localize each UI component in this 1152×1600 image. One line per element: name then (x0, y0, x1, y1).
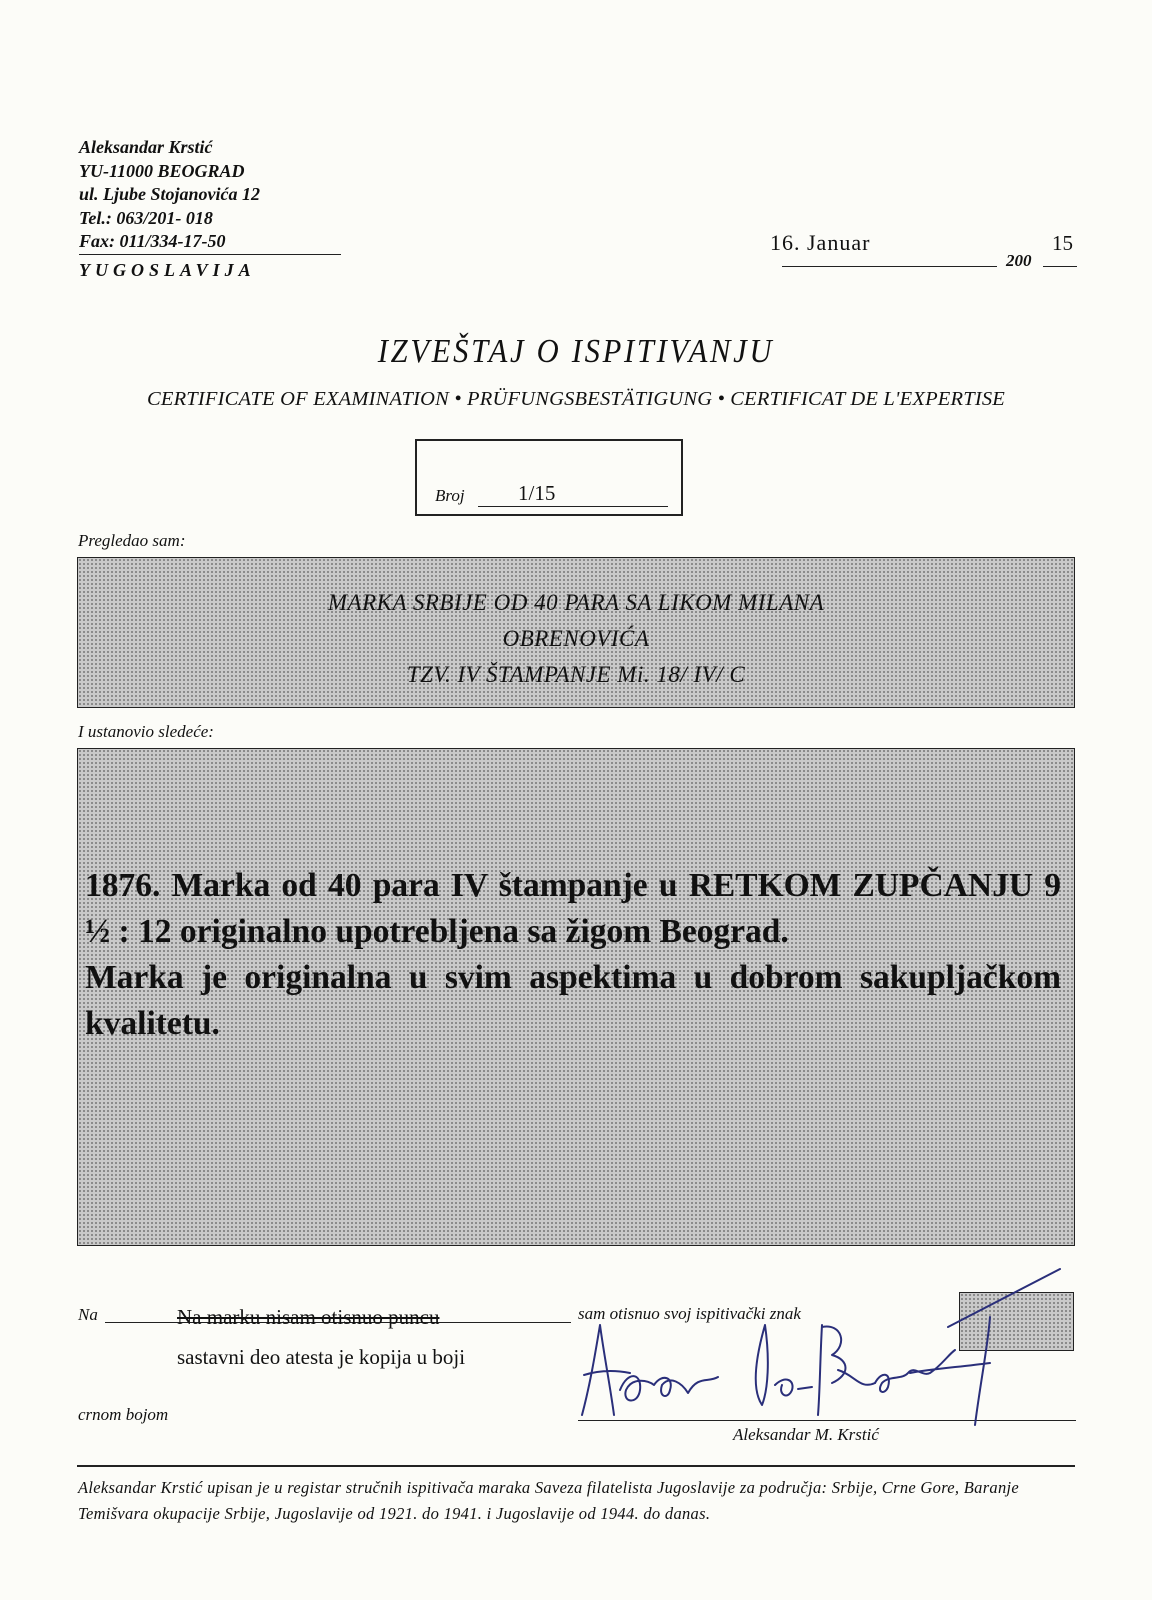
document-title: IZVEŠTAJ O ISPITIVANJU (377, 333, 775, 370)
findings-paragraph: Marka je originalna u svim aspektima u dobrom sakupljačkom kvalitetu. (85, 959, 1061, 1042)
document-subtitle: CERTIFICATE OF EXAMINATION • PRÜFUNGSBESTÄTIGUNG • CERTIFICAT DE L'EXPERTISE (146, 388, 1006, 410)
findings-text (85, 863, 1061, 1047)
date-year-prefix: 200 (1006, 251, 1032, 270)
signer-name: Aleksandar M. Krstić (733, 1425, 879, 1444)
ink-label: crnom bojom (78, 1405, 169, 1424)
place-note: sastavni deo atesta je kopija u boji (177, 1345, 466, 1369)
examined-text (77, 585, 1075, 693)
footer-note: Aleksandar Krstić upisan je u registar stručnih ispitivača maraka Saveza filatelista Jugoslavije za područja: Srbije, Crne Gore, Baranje Temišvara okupacije Srbije, Jugoslavije od 1921. do 1941. i Jugoslavije od 1944. do danas. (78, 1478, 1020, 1523)
footer-rule (77, 1465, 1075, 1467)
examined-label: Pregledao sam: (78, 531, 186, 550)
place-note-struck: Na marku nisam otisnuo puncu (177, 1305, 440, 1329)
date-day-month: 16. Januar (770, 230, 871, 255)
sender-city: YU-11000 BEOGRAD (79, 160, 245, 181)
examined-line: OBRENOVIĆA (502, 626, 650, 651)
date-year-suffix: 15 (1052, 231, 1073, 255)
sender-fax: Fax: 011/334-17-50 (79, 230, 341, 255)
stamp-statement: sam otisnuo svoj ispitivački znak (578, 1304, 801, 1323)
handwritten-signature (570, 1265, 1090, 1445)
findings-label: I ustanovio sledeće: (78, 722, 214, 741)
year-rule (1043, 266, 1077, 267)
sender-country: YUGOSLAVIJA (79, 259, 256, 280)
examined-line: MARKA SRBIJE OD 40 PARA SA LIKOM MILANA (327, 590, 825, 615)
certificate-number-label: Broj (435, 486, 465, 505)
certificate-number-rule (478, 506, 668, 507)
certificate-number-value: 1/15 (518, 481, 556, 505)
date-rule (782, 266, 997, 267)
sender-name: Aleksandar Krstić (79, 137, 213, 157)
findings-paragraph: 1876. Marka od 40 para IV štampanje u RETKOM ZUPČANJU 9 ½ : 12 originalno upotrebljena sa žigom Beograd. (85, 867, 1061, 950)
sender-address (79, 136, 349, 282)
examined-line: TZV. IV ŠTAMPANJE Mi. 18/ IV/ C (406, 662, 746, 687)
place-label: Na (78, 1305, 98, 1324)
sender-tel: Tel.: 063/201- 018 (79, 207, 213, 228)
sender-street: ul. Ljube Stojanovića 12 (79, 184, 261, 204)
